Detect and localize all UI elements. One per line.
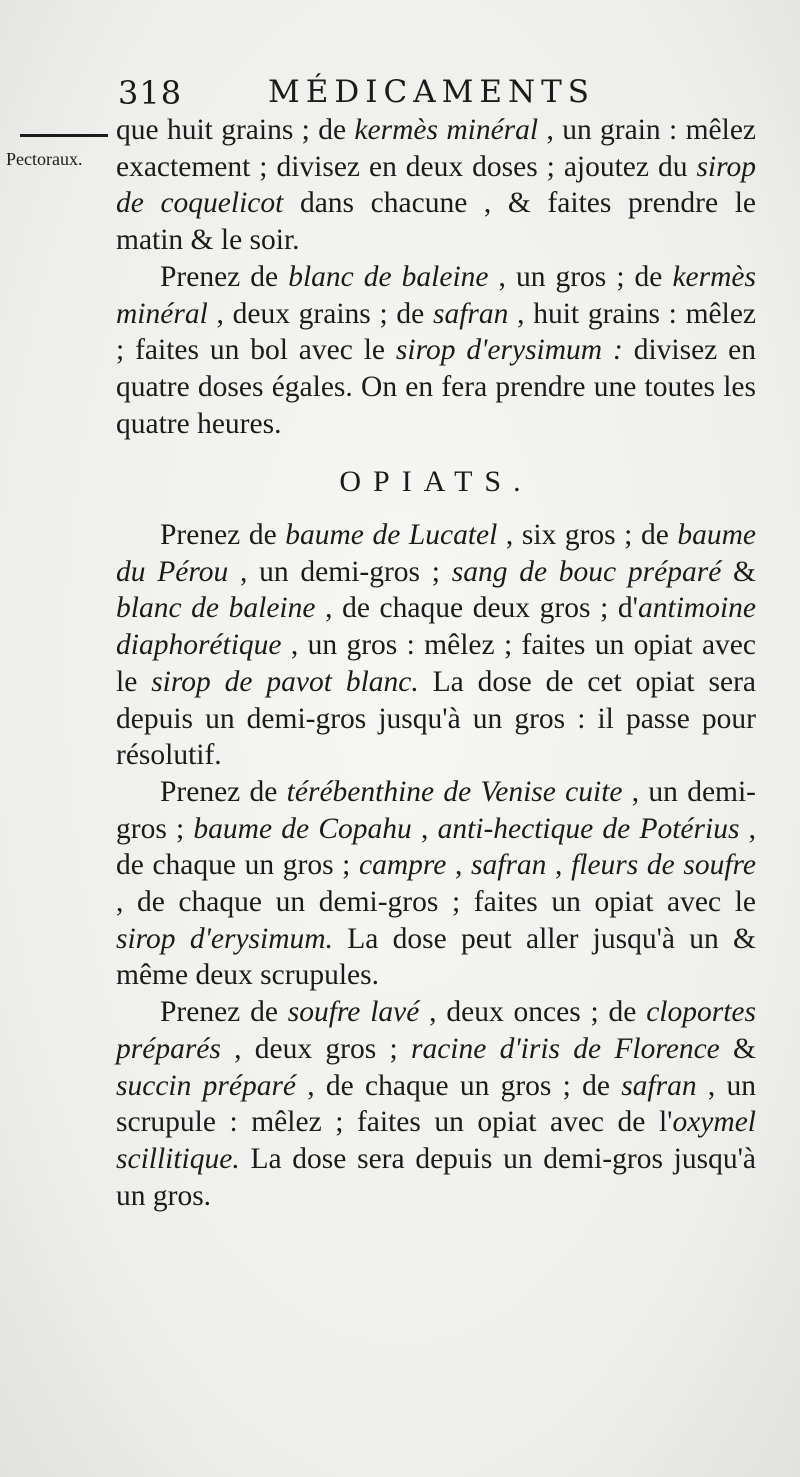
margin-note [6,146,106,172]
italic-term: safran [471,849,547,882]
margin-note-text: Pectoraux. [6,149,83,169]
text-run: , deux grains ; de [207,297,433,330]
section-title: OPIATS. [339,465,533,499]
italic-term: cloportes préparés [116,996,756,1065]
text-run: , six gros ; de [497,519,678,552]
text-run: & [721,555,756,588]
text-run: , deux onces ; de [419,996,647,1029]
text-run: dans chacune , & faites prendre le matin & le soir. [116,187,756,257]
italic-term: kermès minéral [354,114,539,146]
text-run: , un gros : mêlez ; faites un opiat avec le [116,629,756,698]
italic-term: baume du Pérou [116,519,757,588]
text-run: , un scrupule : mêlez ; faites un opiat avec de l' [116,1069,757,1139]
italic-term: campre [359,849,447,882]
italic-term: sirop de coquelicot [116,150,756,220]
italic-term: blanc de baleine [116,592,316,625]
text-run: Prenez de [160,260,289,293]
running-title: MÉDICAMENTS [268,74,595,110]
italic-term: kermès minéral [116,260,756,330]
text-run: La dose de cet opiat sera depuis un demi-gros jusqu'à un gros : il passe pour résolutif. [116,665,756,772]
italic-term: sirop de pavot blanc. [151,665,419,698]
italic-term: soufre lavé [287,996,420,1029]
text-run: , deux gros ; [220,1032,411,1065]
text-run: Prenez de [160,996,288,1029]
text-run: Prenez de [160,519,286,552]
paragraph [116,774,756,994]
text-run: , de chaque deux gros ; d' [315,592,638,625]
italic-term: fleurs de soufre [571,849,757,882]
text-run: , un gros ; de [488,260,673,293]
italic-term: baume de Lucatel [285,519,498,552]
paragraph [116,112,756,259]
italic-term: safran [432,297,509,330]
italic-term: antimoine diaphorétique [116,592,756,662]
text-run: divisez en quatre doses égales. On en fera prendre une toutes les quatre heures. [116,334,756,440]
italic-term: térébenthine de Venise cuite [286,775,623,808]
text-run: La dose sera depuis un demi-gros jusqu'à un gros. [116,1142,756,1212]
margin-rule [20,134,108,137]
italic-term: oxymel scillitique. [116,1106,756,1175]
italic-term: blanc de baleine [288,260,489,293]
italic-term: safran [621,1069,697,1102]
text-run: & [719,1032,756,1065]
paragraph [116,994,756,1214]
text-run: , de chaque un gros ; de [296,1069,622,1102]
body-text [116,112,756,1214]
italic-term: racine d'iris de Florence [410,1032,720,1065]
italic-term: sirop d'erysimum. [116,922,333,955]
paragraph [116,259,756,443]
text-run: , de chaque un gros ; [116,812,757,882]
italic-term: sang de bouc préparé [451,555,722,588]
text-run: , [411,812,438,845]
italic-term: baume de Copahu [193,812,412,845]
italic-term: succin préparé [116,1069,297,1102]
text-run: que huit grains ; de [116,114,355,146]
italic-term: sirop d'erysimum : [395,334,623,367]
text-run: , un demi-gros ; [116,775,757,845]
text-run: Prenez de [160,775,287,808]
text-run: La dose peut aller jusqu'à un & même deux scrupules. [116,922,756,992]
page-number: 318 [118,74,183,112]
text-run: , [546,849,572,882]
italic-term: anti-hectique de Potérius [437,812,740,845]
text-run: , huit grains : mêlez ; faites un bol avec le [116,297,757,367]
text-run: , [446,849,472,882]
text-run: , un demi-gros ; [228,555,452,588]
text-run: , un grain : mêlez exactement ; divisez en deux doses ; ajoutez du [116,114,757,183]
paragraph [116,517,756,774]
text-run: , de chaque un demi-gros ; faites un opiat avec le [116,886,756,919]
